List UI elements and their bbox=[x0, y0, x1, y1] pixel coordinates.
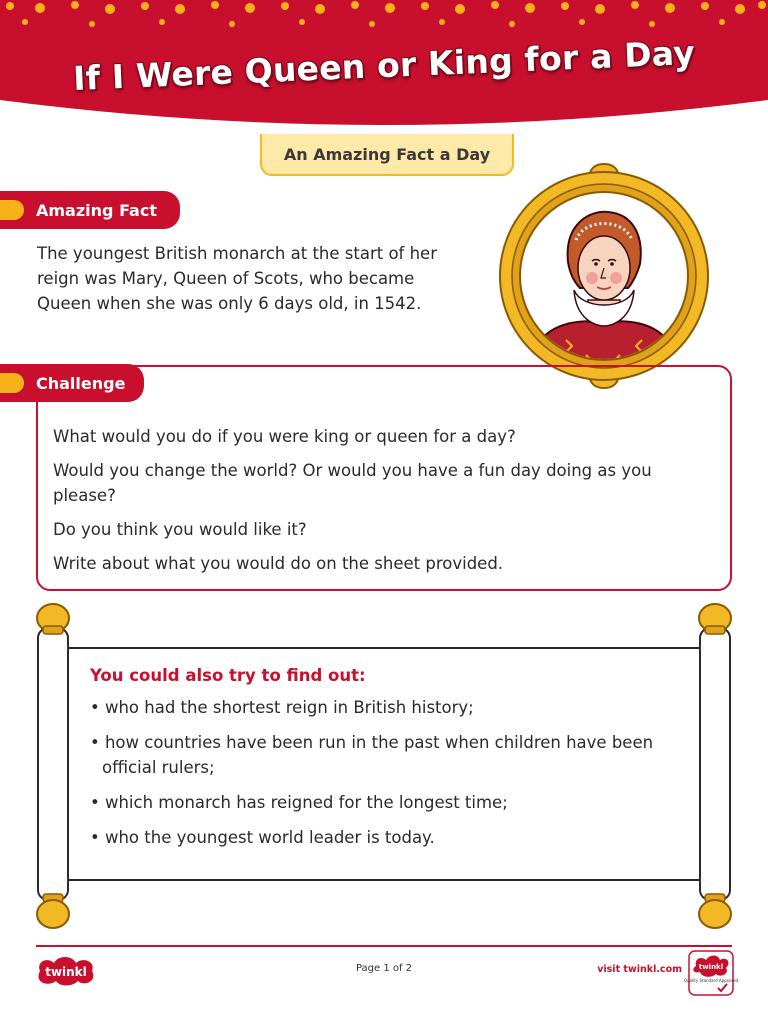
pill-dot bbox=[0, 373, 24, 393]
quality-badge bbox=[683, 950, 739, 996]
challenge-line: Write about what you would do on the sheet provided. bbox=[53, 554, 504, 573]
footer-divider bbox=[36, 945, 732, 947]
badge-caption: Quality Standard Approved bbox=[683, 978, 739, 983]
challenge-text bbox=[53, 424, 693, 585]
challenge-label-text: Challenge bbox=[36, 373, 126, 393]
find-out-section bbox=[90, 666, 690, 860]
fact-line: The youngest British monarch at the start of her bbox=[37, 244, 437, 263]
page-number: Page 1 of 2 bbox=[355, 963, 413, 974]
find-out-heading: You could also try to find out: bbox=[90, 666, 366, 685]
challenge-label bbox=[0, 364, 144, 402]
fact-line: Queen when she was only 6 days old, in 1542. bbox=[37, 294, 422, 313]
visit-link[interactable]: visit twinkl.com bbox=[597, 964, 682, 975]
challenge-line: What would you do if you were king or queen for a day? bbox=[53, 427, 516, 446]
page-title: If I Were Queen or King for a Day bbox=[72, 32, 696, 99]
pill-dot bbox=[0, 200, 24, 220]
subtitle-tab: An Amazing Fact a Day bbox=[260, 134, 514, 176]
challenge-line: Would you change the world? Or would you have a fun day doing as you please? bbox=[53, 461, 652, 505]
find-out-item: • who the youngest world leader is today. bbox=[90, 828, 435, 847]
right-roller bbox=[699, 604, 731, 928]
fact-line: reign was Mary, Queen of Scots, who became bbox=[37, 269, 415, 288]
portrait-illustration bbox=[496, 160, 712, 392]
badge-logo-text: twinkl bbox=[698, 963, 724, 971]
left-roller bbox=[37, 604, 69, 928]
find-out-item: • how countries have been run in the past when children have been official rulers; bbox=[90, 733, 654, 777]
amazing-fact-label-text: Amazing Fact bbox=[36, 200, 157, 220]
amazing-fact-label bbox=[0, 191, 180, 229]
amazing-fact-text bbox=[37, 241, 487, 316]
find-out-item: • which monarch has reigned for the longest time; bbox=[90, 793, 508, 812]
challenge-line: Do you think you would like it? bbox=[53, 520, 307, 539]
find-out-item: • who had the shortest reign in British history; bbox=[90, 698, 474, 717]
twinkl-logo-text: twinkl bbox=[45, 965, 87, 979]
